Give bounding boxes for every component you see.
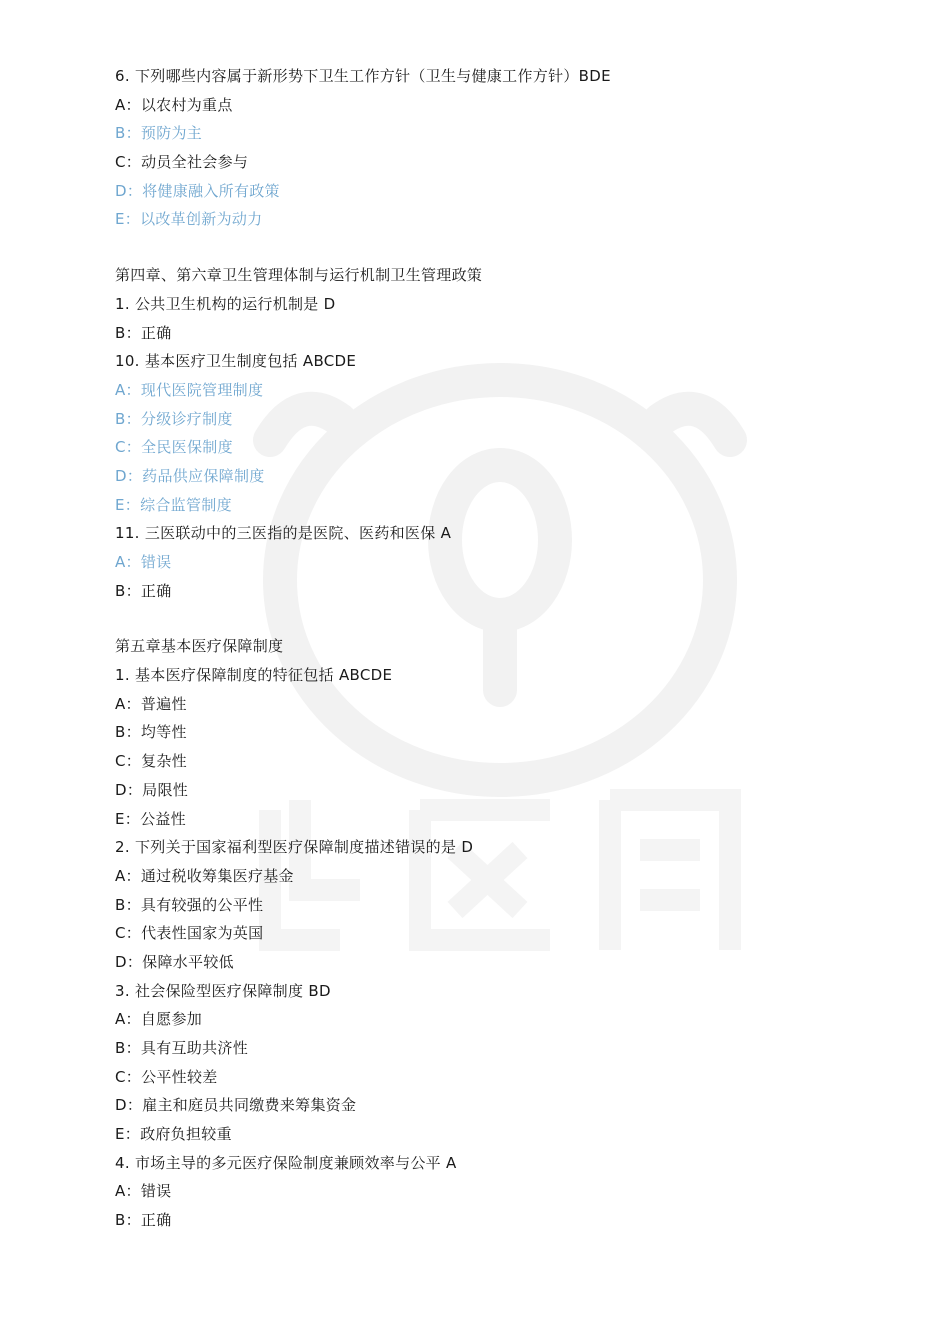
question-line: 10. 基本医疗卫生制度包括 ABCDE — [115, 352, 357, 371]
option-line: B：正确 — [115, 323, 172, 342]
correct-option-line: A：现代医院管理制度 — [115, 380, 264, 399]
correct-option-line: E：以改革创新为动力 — [115, 210, 263, 229]
option-line: A：错误 — [115, 1182, 172, 1201]
correct-option-line: D：药品供应保障制度 — [115, 466, 265, 485]
option-line: B：具有较强的公平性 — [115, 895, 264, 914]
option-line: B：均等性 — [115, 723, 187, 742]
option-line: D：局限性 — [115, 780, 189, 799]
correct-option-line: B：预防为主 — [115, 124, 203, 143]
option-line: D：雇主和庭员共同缴费来筹集资金 — [115, 1096, 357, 1115]
correct-option-line: E：综合监管制度 — [115, 495, 232, 514]
correct-option-line: A：错误 — [115, 553, 172, 571]
question-line: 11. 三医联动中的三医指的是医院、医药和医保 A — [115, 524, 452, 543]
option-line: B：正确 — [115, 581, 172, 600]
option-line: B：具有互助共济性 — [115, 1039, 248, 1057]
question-line: 1. 基本医疗保障制度的特征包括 ABCDE — [115, 666, 393, 685]
section-heading: 第四章、第六章卫生管理体制与运行机制卫生管理政策 — [115, 266, 483, 285]
section-gap — [115, 605, 875, 632]
option-line: C：代表性国家为英国 — [115, 924, 264, 943]
section-gap — [115, 234, 875, 261]
section-heading: 第五章基本医疗保障制度 — [115, 637, 284, 656]
question-line: 3. 社会保险型医疗保障制度 BD — [115, 981, 331, 1000]
option-line: A：以农村为重点 — [115, 95, 233, 114]
question-line: 2. 下列关于国家福利型医疗保障制度描述错误的是 D — [115, 838, 474, 857]
option-line: C：动员全社会参与 — [115, 153, 249, 172]
document-body — [115, 62, 875, 1235]
question-line: 1. 公共卫生机构的运行机制是 D — [115, 294, 336, 313]
question-line: 4. 市场主导的多元医疗保险制度兼顾效率与公平 A — [115, 1153, 457, 1172]
option-line: A：通过税收筹集医疗基金 — [115, 866, 294, 885]
option-line: E：公益性 — [115, 809, 186, 828]
question-line: 6. 下列哪些内容属于新形势下卫生工作方针（卫生与健康工作方针）BDE — [115, 67, 611, 85]
correct-option-line: C：全民医保制度 — [115, 438, 233, 457]
correct-option-line: B：分级诊疗制度 — [115, 409, 233, 428]
option-line: B：正确 — [115, 1211, 172, 1230]
option-line: A：自愿参加 — [115, 1010, 203, 1029]
option-line: C：复杂性 — [115, 752, 187, 771]
correct-option-line: D：将健康融入所有政策 — [115, 181, 280, 200]
option-line: E：政府负担较重 — [115, 1125, 232, 1144]
option-line: A：普遍性 — [115, 694, 187, 713]
option-line: D：保障水平较低 — [115, 952, 234, 971]
option-line: C：公平性较差 — [115, 1067, 218, 1086]
